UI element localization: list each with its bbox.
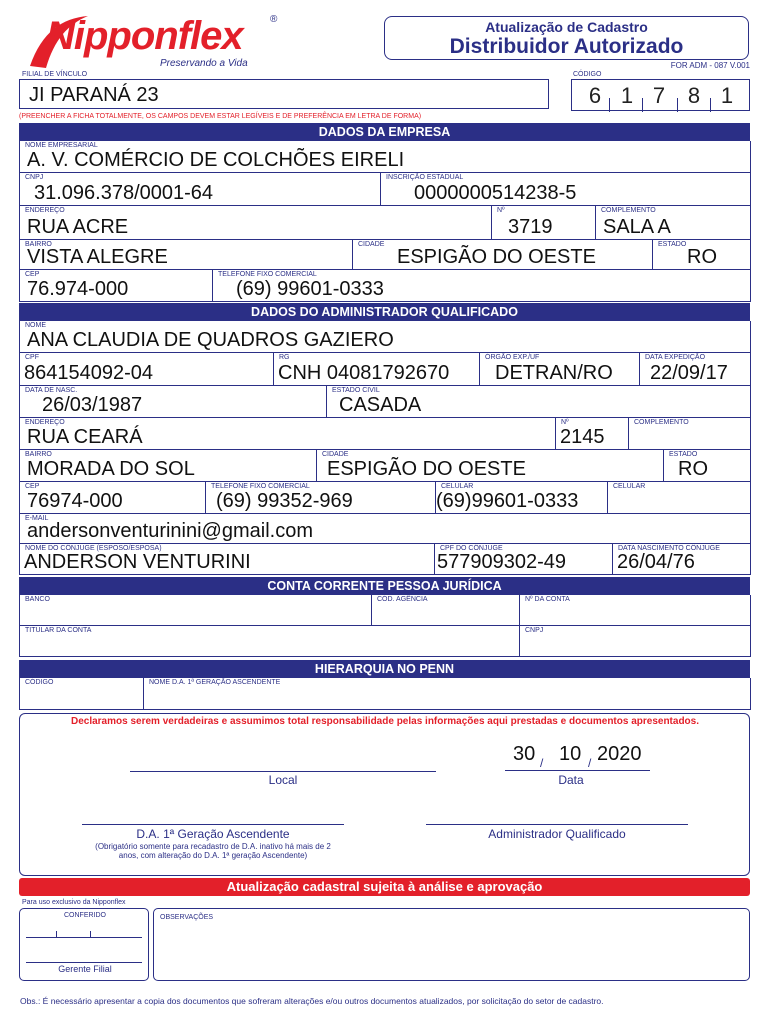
field-label: CELULAR <box>613 483 646 490</box>
admin-estado-value: RO <box>678 458 708 480</box>
admin-orgao-field[interactable] <box>480 353 640 386</box>
filial-label: FILIAL DE VÍNCULO <box>22 71 88 78</box>
empresa-cep-field[interactable] <box>20 270 213 302</box>
conferido-box <box>19 908 149 981</box>
field-label: BANCO <box>25 596 50 603</box>
admin-data-exp-value: 22/09/17 <box>650 362 728 384</box>
codigo-digit: 1 <box>620 83 634 108</box>
admin-numero-field[interactable] <box>556 418 629 450</box>
data-label: Data <box>558 773 584 787</box>
brand-logo <box>24 10 284 72</box>
date-slash: / <box>588 756 592 770</box>
da-signature-line[interactable] <box>82 824 344 825</box>
field-label: BAIRRO <box>25 241 52 248</box>
field-label: CIDADE <box>358 241 385 248</box>
admin-nasc-conjuge-field[interactable] <box>613 544 751 575</box>
admin-nasc-conjuge-value: 26/04/76 <box>617 551 695 573</box>
field-label: Nº DA CONTA <box>525 596 570 603</box>
field-label: DATA DE NASC. <box>25 387 78 394</box>
field-label: Nº <box>561 419 569 426</box>
admin-email-field[interactable] <box>20 514 751 544</box>
field-label: ESTADO <box>658 241 687 248</box>
admin-grid <box>19 321 750 575</box>
field-label: CNPJ <box>525 627 544 634</box>
empresa-complemento-value: SALA A <box>603 216 671 238</box>
admin-conjuge-value: ANDERSON VENTURINI <box>24 551 251 573</box>
instruction-text: (PREENCHER A FICHA TOTALMENTE, OS CAMPOS DEVEM ESTAR LEGÍVEIS E DE PREFERÊNCIA EM LETRA DE FORMA) <box>19 113 422 120</box>
empresa-ie-field[interactable] <box>381 173 751 206</box>
empresa-telefone-field[interactable] <box>213 270 751 302</box>
admin-celular-value: (69)99601-0333 <box>436 490 579 512</box>
admin-telefone-value: (69) 99352-969 <box>216 490 353 512</box>
section-conta: CONTA CORRENTE PESSOA JURÍDICA <box>19 577 750 595</box>
conta-titular-field[interactable] <box>20 626 520 657</box>
codigo-digit: 6 <box>588 83 602 108</box>
field-label: E-MAIL <box>25 515 49 522</box>
hierarquia-nome-field[interactable] <box>144 678 751 710</box>
admin-cep-field[interactable] <box>20 482 206 514</box>
admin-nasc-value: 26/03/1987 <box>42 394 143 416</box>
field-label: Nº <box>497 207 505 214</box>
local-label: Local <box>268 773 298 787</box>
empresa-cnpj-value: 31.096.378/0001-64 <box>34 182 214 204</box>
codigo-field[interactable] <box>571 79 750 111</box>
field-label: CÓDIGO <box>25 679 54 686</box>
codigo-label: CÓDIGO <box>573 71 602 78</box>
conta-numero-field[interactable] <box>520 595 751 626</box>
admin-bairro-field[interactable] <box>20 450 317 482</box>
conta-grid <box>19 595 750 657</box>
admin-rg-value: CNH 04081792670 <box>278 362 450 384</box>
empresa-endereco-value: RUA ACRE <box>27 216 129 238</box>
empresa-numero-field[interactable] <box>492 206 596 240</box>
field-label: NOME D.A. 1ª GERAÇÃO ASCENDENTE <box>149 679 281 686</box>
field-label: ENDEREÇO <box>25 419 65 426</box>
field-label: CELULAR <box>441 483 474 490</box>
section-empresa: DADOS DA EMPRESA <box>19 123 750 141</box>
admin-rg-field[interactable] <box>274 353 480 386</box>
empresa-bairro-field[interactable] <box>20 240 353 270</box>
admin-estado-field[interactable] <box>664 450 751 482</box>
title-box <box>384 16 749 60</box>
field-label: CPF DO CÔNJUGE <box>440 545 503 552</box>
admin-signature-label: Administrador Qualificado <box>488 827 626 841</box>
admin-email-value: andersonventurinini@gmail.com <box>27 520 313 542</box>
empresa-cep-value: 76.974-000 <box>27 278 129 300</box>
admin-cidade-value: ESPIGÃO DO OESTE <box>327 458 526 480</box>
conferido-label: CONFERIDO <box>64 912 106 919</box>
admin-complemento-field[interactable] <box>629 418 751 450</box>
field-label: NOME <box>25 322 46 329</box>
section-admin: DADOS DO ADMINISTRADOR QUALIFICADO <box>19 303 750 321</box>
field-label: COMPLEMENTO <box>601 207 656 214</box>
date-year: 2020 <box>597 743 642 765</box>
title-main: Distribuidor Autorizado <box>449 35 684 58</box>
empresa-cidade-value: ESPIGÃO DO OESTE <box>397 246 596 268</box>
codigo-digit: 7 <box>652 83 666 108</box>
empresa-nome-value: A. V. COMÉRCIO DE COLCHÕES EIRELI <box>27 149 405 171</box>
da-note: (Obrigatório somente para recadastro de D.A. inativo há mais de 2 anos, com alteração do D.A. 1ª geração Ascendente) <box>95 842 331 860</box>
date-field[interactable] <box>505 740 655 772</box>
title-top: Atualização de Cadastro <box>485 19 648 35</box>
admin-nome-field[interactable] <box>20 321 751 353</box>
empresa-ie-value: 0000000514238-5 <box>414 182 577 204</box>
conta-banco-field[interactable] <box>20 595 372 626</box>
empresa-estado-value: RO <box>687 246 717 268</box>
admin-cpf-conjuge-field[interactable] <box>435 544 613 575</box>
field-label: ENDEREÇO <box>25 207 65 214</box>
admin-cep-value: 76974-000 <box>27 490 123 512</box>
field-label: TITULAR DA CONTA <box>25 627 92 634</box>
local-line[interactable] <box>130 771 436 772</box>
date-day: 30 <box>513 743 536 765</box>
admin-celular-field[interactable] <box>436 482 608 514</box>
date-slash: / <box>540 756 544 770</box>
logo-registered-mark: ® <box>270 14 278 25</box>
admin-nome-value: ANA CLAUDIA DE QUADROS GAZIERO <box>27 329 394 351</box>
empresa-cnpj-field[interactable] <box>20 173 381 206</box>
empresa-endereco-field[interactable] <box>20 206 492 240</box>
field-label: COMPLEMENTO <box>634 419 689 426</box>
admin-celular2-field[interactable] <box>608 482 751 514</box>
conta-cnpj-field[interactable] <box>520 626 751 657</box>
codigo-digit: 1 <box>720 83 734 108</box>
empresa-bairro-value: VISTA ALEGRE <box>27 246 168 268</box>
admin-conjuge-field[interactable] <box>20 544 435 575</box>
field-label: CPF <box>25 354 39 361</box>
section-hierarquia: HIERARQUIA NO PENN <box>19 660 750 678</box>
logo-text: Nipponflex <box>46 14 243 58</box>
field-label: NOME EMPRESARIAL <box>25 142 98 149</box>
admin-endereco-value: RUA CEARÁ <box>27 426 143 448</box>
field-label: TELEFONE FIXO COMERCIAL <box>211 483 310 490</box>
field-label: CIDADE <box>322 451 349 458</box>
field-label: TELEFONE FIXO COMERCIAL <box>218 271 317 278</box>
empresa-cidade-field[interactable] <box>353 240 653 270</box>
hierarquia-grid <box>19 678 750 710</box>
field-label: CÓD. AGÊNCIA <box>377 596 428 603</box>
conta-agencia-field[interactable] <box>372 595 520 626</box>
footer-note: Obs.: É necessário apresentar a copia dos documentos que sofreram alterações e/ou outros documentos atualizados, por solicitação do setor de cadastro. <box>20 996 604 1006</box>
field-label: DATA EXPEDIÇÃO <box>645 354 706 361</box>
field-label: CNPJ <box>25 174 44 181</box>
gerente-label: Gerente Filial <box>58 964 112 974</box>
field-label: RG <box>279 354 290 361</box>
admin-nasc-field[interactable] <box>20 386 327 418</box>
admin-data-exp-field[interactable] <box>640 353 751 386</box>
empresa-estado-field[interactable] <box>653 240 751 270</box>
admin-signature-line[interactable] <box>426 824 688 825</box>
empresa-grid <box>19 141 750 302</box>
empresa-nome-field[interactable] <box>20 141 751 173</box>
admin-cidade-field[interactable] <box>317 450 664 482</box>
field-label: ESTADO <box>669 451 698 458</box>
admin-cpf-field[interactable] <box>20 353 274 386</box>
admin-telefone-field[interactable] <box>206 482 436 514</box>
admin-endereco-field[interactable] <box>20 418 556 450</box>
field-label: CEP <box>25 483 40 490</box>
field-label: NOME DO CÔNJUGE (ESPOSO/ESPOSA) <box>25 545 162 552</box>
codigo-digit: 8 <box>687 83 701 108</box>
filial-value: JI PARANÁ 23 <box>29 84 159 106</box>
filial-field[interactable] <box>19 79 549 109</box>
empresa-numero-value: 3719 <box>508 216 553 238</box>
date-month: 10 <box>559 743 582 765</box>
hierarquia-codigo-field[interactable] <box>20 678 144 710</box>
observacoes-label: OBSERVAÇÕES <box>160 914 214 921</box>
field-label: ESTADO CIVIL <box>332 387 380 394</box>
field-label: ÓRGÃO EXP./UF <box>485 354 540 361</box>
admin-numero-value: 2145 <box>560 426 605 448</box>
empresa-telefone-value: (69) 99601-0333 <box>236 278 384 300</box>
field-label: DATA NASCIMENTO CÔNJUGE <box>618 545 720 552</box>
form-code: FOR ADM - 087 V.001 <box>670 61 750 70</box>
observacoes-box[interactable] <box>153 908 750 981</box>
analise-banner: Atualização cadastral sujeita à análise e aprovação <box>19 878 750 896</box>
admin-cpf-value: 864154092-04 <box>24 362 154 384</box>
admin-orgao-value: DETRAN/RO <box>495 362 613 384</box>
declaracao-text: Declaramos serem verdadeiras e assumimos total responsabilidade pelas informações aqui prestadas e documentos apresentados. <box>70 716 700 727</box>
admin-bairro-value: MORADA DO SOL <box>27 458 195 480</box>
field-label: BAIRRO <box>25 451 52 458</box>
empresa-complemento-field[interactable] <box>596 206 751 240</box>
admin-civil-value: CASADA <box>339 394 422 416</box>
admin-civil-field[interactable] <box>327 386 751 418</box>
field-label: CEP <box>25 271 40 278</box>
field-label: INSCRIÇÃO ESTADUAL <box>386 174 464 181</box>
logo-tagline: Preservando a Vida <box>160 58 248 69</box>
da-label: D.A. 1ª Geração Ascendente <box>136 827 290 841</box>
admin-cpf-conjuge-value: 577909302-49 <box>437 551 567 573</box>
uso-exclusivo-label: Para uso exclusivo da Nipponflex <box>22 899 126 906</box>
